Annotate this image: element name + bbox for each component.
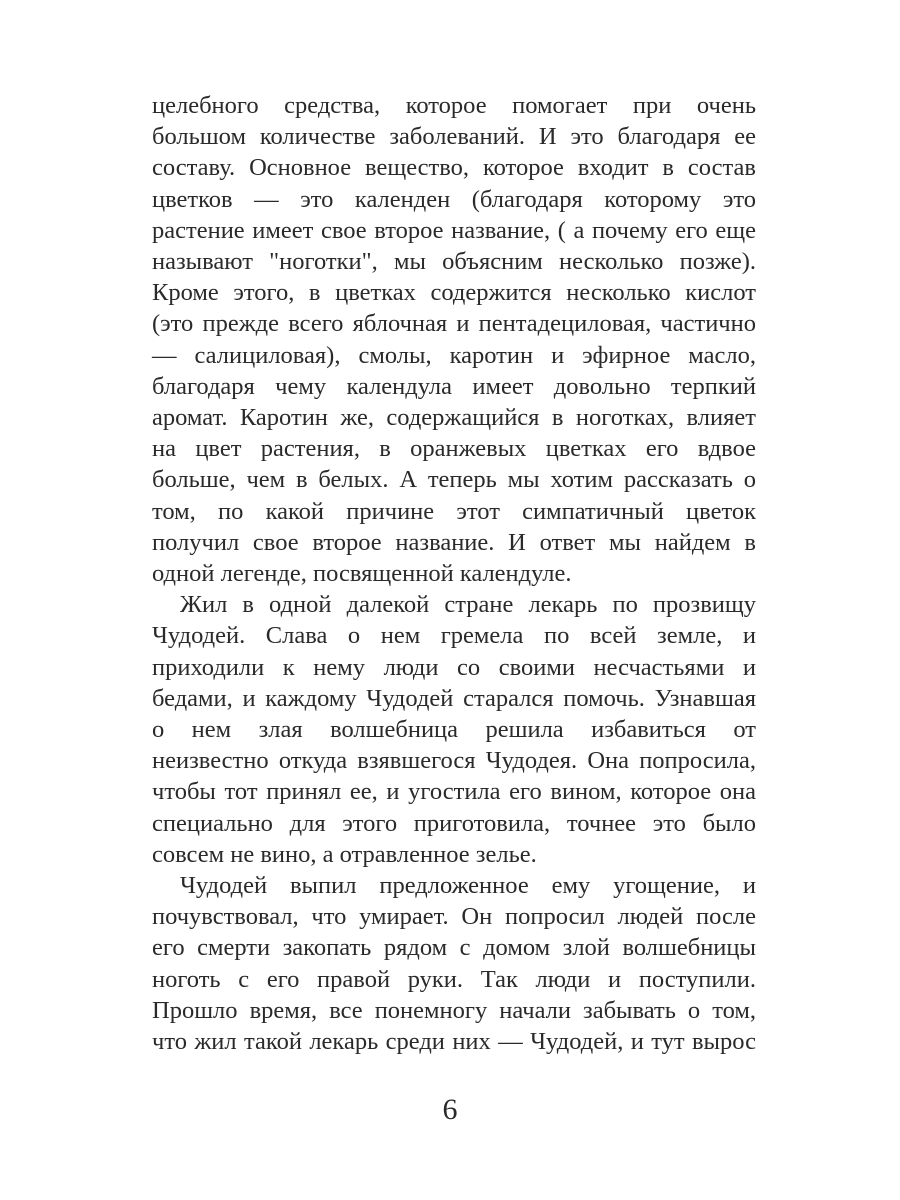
text-line: — салициловая), смолы, каротин и эфирное масло, (152, 341, 756, 369)
text-line: приходили к нему люди со своими несчастьями и (152, 653, 756, 681)
text-line: (это прежде всего яблочная и пентадециловая, частично (152, 310, 756, 338)
text-line: бедами, и каждому Чудодей старался помочь. Узнавшая (152, 684, 756, 712)
page-number: 6 (442, 1093, 458, 1126)
text-line: цветков — это календен (благодаря которому это (152, 185, 756, 213)
text-line: растение имеет свое второе название, ( а почему его еще (152, 216, 756, 244)
text-line: почувствовал, что умирает. Он попросил людей после (152, 903, 756, 931)
text-line: аромат. Каротин же, содержащийся в ноготках, влияет (152, 404, 756, 432)
text-line: неизвестно откуда взявшегося Чудодея. Она попросила, (152, 747, 756, 775)
body-text (152, 90, 756, 1057)
text-line: составу. Основное вещество, которое входит в состав (152, 154, 756, 182)
text-line: Жил в одной далекой стране лекарь по прозвищу (180, 591, 756, 619)
text-line: благодаря чему календула имеет довольно терпкий (152, 372, 756, 400)
text-line: Чудодей. Слава о нем гремела по всей земле, и (152, 622, 756, 650)
text-line: ноготь с его правой руки. Так люди и поступили. (152, 965, 756, 993)
text-line: что жил такой лекарь среди них — Чудодей, и тут вырос (152, 1028, 756, 1056)
text-line: совсем не вино, а отравленное зелье. (152, 840, 537, 868)
text-line: Кроме этого, в цветках содержится несколько кислот (152, 279, 756, 307)
text-line: чтобы тот принял ее, и угостила его вином, которое она (152, 778, 756, 806)
paragraph-3 (152, 870, 756, 1057)
paragraph-2 (152, 589, 756, 870)
text-line: на цвет растения, в оранжевых цветках его вдвое (152, 435, 756, 463)
text-line: Прошло время, все понемногу начали забывать о том, (152, 996, 756, 1024)
text-line: получил свое второе название. И ответ мы найдем в (152, 528, 756, 556)
text-line: Чудодей выпил предложенное ему угощение, и (180, 872, 756, 900)
text-line: том, по какой причине этот симпатичный цветок (152, 497, 756, 525)
text-line: целебного средства, которое помогает при очень (152, 92, 756, 119)
text-line: называют "ноготки", мы объясним несколько позже). (152, 248, 756, 276)
text-line: специально для этого приготовила, точнее это было (152, 809, 756, 837)
text-line: одной легенде, посвященной календуле. (152, 560, 572, 588)
paragraph-1 (152, 90, 756, 589)
text-line: большом количестве заболеваний. И это благодаря ее (152, 123, 756, 151)
text-line: его смерти закопать рядом с домом злой волшебницы (152, 934, 756, 962)
text-line: о нем злая волшебница решила избавиться от (152, 716, 756, 744)
text-line: больше, чем в белых. А теперь мы хотим рассказать о (152, 466, 756, 494)
